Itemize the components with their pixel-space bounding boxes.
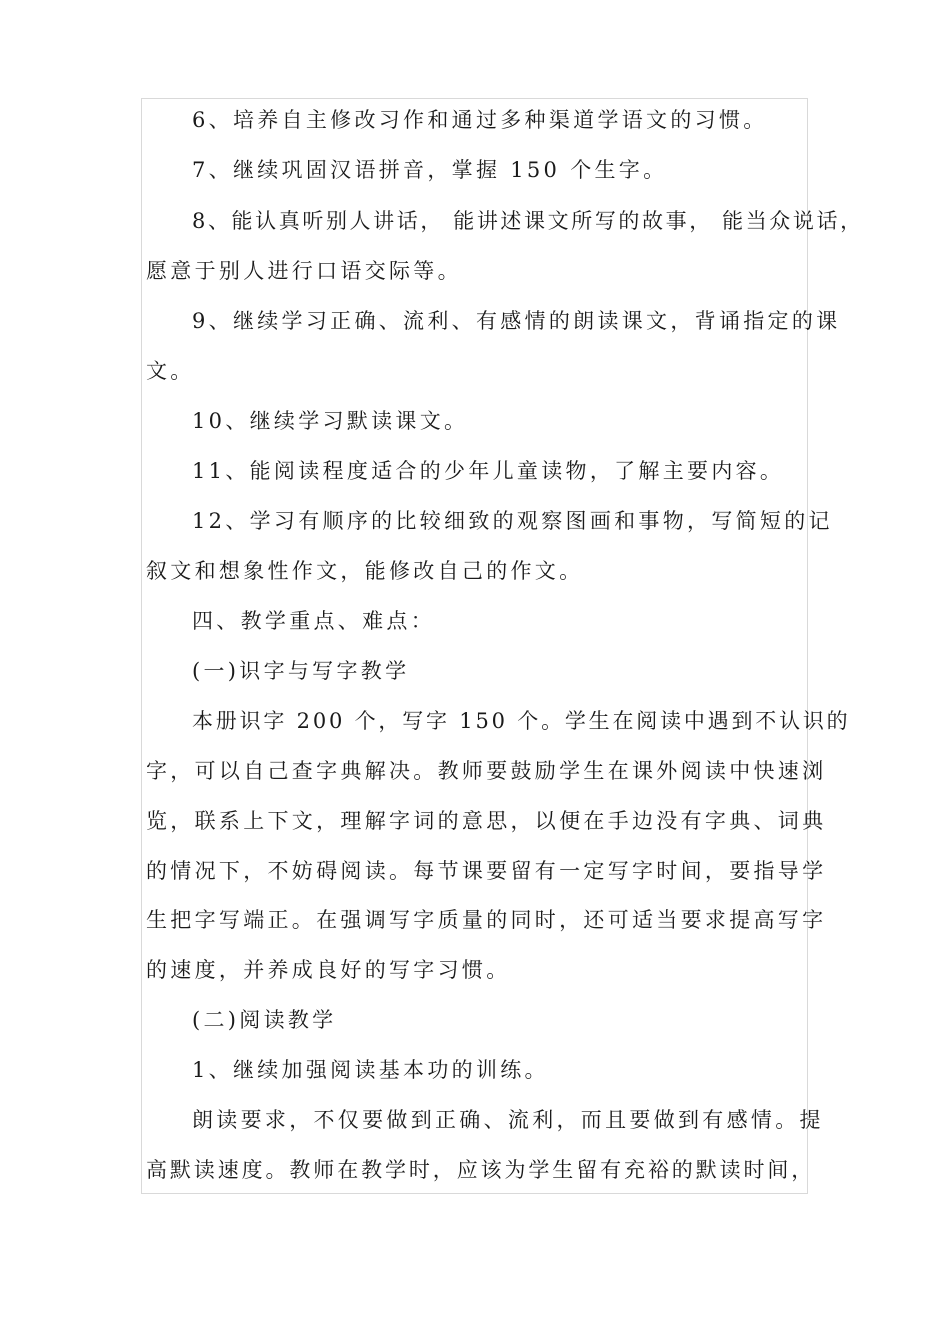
text-line: 8、能认真听别人讲话， 能讲述课文所写的故事， 能当众说话， (192, 209, 864, 233)
text-line: 高默读速度。教师在教学时，应该为学生留有充裕的默读时间， (146, 1158, 816, 1182)
text-line: 愿意于别人进行口语交际等。 (146, 259, 462, 283)
text-line: 生把字写端正。在强调写字质量的同时，还可适当要求提高写字 (146, 908, 827, 932)
text-line: 12、学习有顺序的比较细致的观察图画和事物，写简短的记 (192, 509, 833, 533)
text-line: 的情况下，不妨碍阅读。每节课要留有一定写字时间，要指导学 (146, 859, 827, 883)
text-line: 字，可以自己查字典解决。教师要鼓励学生在课外阅读中快速浏 (146, 759, 827, 783)
subsection-heading: (一)识字与写字教学 (192, 659, 410, 683)
text-line: 7、继续巩固汉语拼音，掌握 150 个生字。 (192, 158, 668, 182)
text-line: 11、能阅读程度适合的少年儿童读物，了解主要内容。 (192, 459, 785, 483)
text-line: 览，联系上下文，理解字词的意思，以便在手边没有字典、词典 (146, 809, 827, 833)
text-line: 的速度，并养成良好的写字习惯。 (146, 958, 511, 982)
subsection-heading: (二)阅读教学 (192, 1008, 337, 1032)
text-line: 9、继续学习正确、流利、有感情的朗读课文，背诵指定的课 (192, 309, 841, 333)
section-heading: 四、教学重点、难点： (192, 609, 435, 633)
text-line: 叙文和想象性作文，能修改自己的作文。 (146, 559, 584, 583)
text-line: 本册识字 200 个，写字 150 个。学生在阅读中遇到不认识的 (192, 709, 851, 733)
text-line: 6、培养自主修改习作和通过多种渠道学语文的习惯。 (192, 108, 768, 132)
text-line: 10、继续学习默读课文。 (192, 409, 469, 433)
text-line: 文。 (146, 359, 195, 383)
text-line: 1、继续加强阅读基本功的训练。 (192, 1058, 549, 1082)
text-line: 朗读要求，不仅要做到正确、流利，而且要做到有感情。提 (192, 1108, 824, 1132)
